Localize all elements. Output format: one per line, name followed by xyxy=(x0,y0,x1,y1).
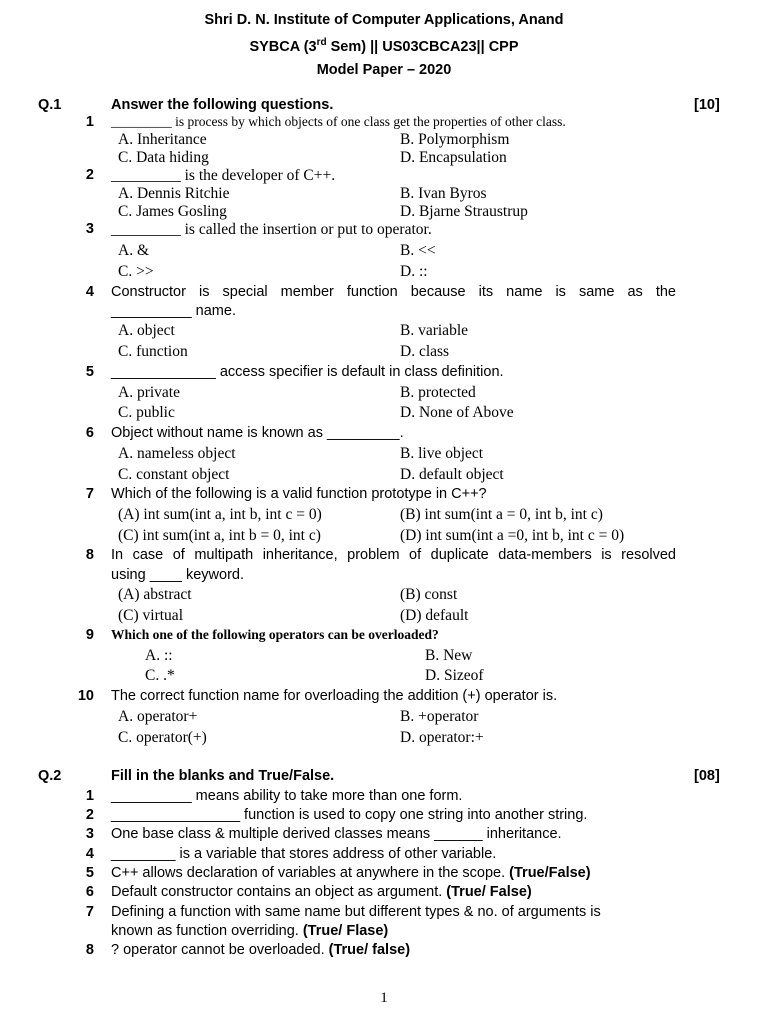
true-false-tag: (True/False) xyxy=(509,865,591,881)
option-b: B. live object xyxy=(400,445,484,462)
question-text: ________________ function is used to copy one string into another string. xyxy=(111,807,588,823)
option-c: C. constant object xyxy=(118,466,230,483)
question-text: _____________ access specifier is default in class definition. xyxy=(111,364,504,380)
option-a: A. & xyxy=(118,242,149,259)
option-a: A. private xyxy=(118,384,180,401)
question-number: 5 xyxy=(85,865,94,881)
course-line xyxy=(0,37,768,55)
question-text-line1: Defining a function with same name but different types & no. of arguments is xyxy=(111,904,601,920)
question-text: __________ means ability to take more than one form. xyxy=(111,788,463,804)
option-b: B. Polymorphism xyxy=(400,131,510,148)
option-c: C. function xyxy=(118,343,188,360)
page-number: 1 xyxy=(380,990,388,1006)
option-c: C. .* xyxy=(145,667,175,684)
option-c: C. James Gosling xyxy=(118,203,227,220)
course-suffix: Sem) || US03CBCA23|| CPP xyxy=(326,38,519,55)
question-number: 3 xyxy=(85,826,94,842)
q1-title: Answer the following questions. xyxy=(111,97,334,113)
option-a: (A) int sum(int a, int b, int c = 0) xyxy=(118,506,322,523)
question-text-line1: Constructor is special member function because its name is same as the xyxy=(111,284,676,300)
question-text-line2 xyxy=(111,923,388,939)
q2-marks: [08] xyxy=(694,768,720,784)
option-b: B. << xyxy=(400,242,436,259)
option-d: D. Bjarne Straustrup xyxy=(400,203,528,220)
option-b: B. +operator xyxy=(400,708,479,725)
option-c: C. operator(+) xyxy=(118,729,207,746)
true-false-tag: (True/ false) xyxy=(328,942,411,958)
statement: ? operator cannot be overloaded. xyxy=(111,942,329,958)
option-b: B. variable xyxy=(400,322,469,339)
true-false-tag: (True/ Flase) xyxy=(302,923,389,939)
question-text xyxy=(111,942,410,958)
option-b: B. New xyxy=(425,647,473,664)
question-number: 2 xyxy=(85,167,94,183)
option-a: A. operator+ xyxy=(118,708,198,725)
option-b: B. protected xyxy=(400,384,476,401)
question-number: 1 xyxy=(85,114,94,130)
option-d: D. :: xyxy=(400,263,428,280)
paper-title: Model Paper – 2020 xyxy=(316,62,452,78)
option-d: D. default object xyxy=(400,466,504,483)
question-number: 8 xyxy=(85,547,94,563)
question-text: _________ is the developer of C++. xyxy=(111,167,336,184)
institute-title: Shri D. N. Institute of Computer Applications, Anand xyxy=(204,12,564,28)
option-a: A. Dennis Ritchie xyxy=(118,185,230,202)
question-number: 7 xyxy=(85,486,94,502)
question-text-line2: using ____ keyword. xyxy=(111,567,244,583)
question-number: 6 xyxy=(85,884,94,900)
question-number: 3 xyxy=(85,221,94,237)
q2-label: Q.2 xyxy=(38,768,62,784)
option-b: B. Ivan Byros xyxy=(400,185,487,202)
option-b: (B) const xyxy=(400,586,458,603)
option-d: D. Encapsulation xyxy=(400,149,507,166)
question-text: Object without name is known as _________. xyxy=(111,425,404,441)
option-c: C. >> xyxy=(118,263,154,280)
question-number: 4 xyxy=(85,284,94,300)
option-d: D. operator:+ xyxy=(400,729,484,746)
statement: known as function overriding. xyxy=(111,923,303,939)
question-number: 4 xyxy=(85,846,94,862)
option-a: A. nameless object xyxy=(118,445,236,462)
option-d: (D) default xyxy=(400,607,469,624)
question-text: _________ is process by which objects of one class get the properties of other class. xyxy=(111,114,566,129)
option-a: A. object xyxy=(118,322,175,339)
question-text: Which one of the following operators can be overloaded? xyxy=(111,627,439,642)
option-b: (B) int sum(int a = 0, int b, int c) xyxy=(400,506,603,523)
option-d: D. None of Above xyxy=(400,404,514,421)
option-c: (C) virtual xyxy=(118,607,183,624)
option-c: (C) int sum(int a, int b = 0, int c) xyxy=(118,527,321,544)
question-text: The correct function name for overloading the addition (+) operator is. xyxy=(111,688,558,704)
option-a: A. :: xyxy=(145,647,173,664)
q1-marks: [10] xyxy=(694,97,720,113)
question-number: 5 xyxy=(85,364,94,380)
question-number: 2 xyxy=(85,807,94,823)
question-text-line1: In case of multipath inheritance, problem of duplicate data-members is resolved xyxy=(111,547,676,563)
q2-title: Fill in the blanks and True/False. xyxy=(111,768,335,784)
option-c: C. public xyxy=(118,404,175,421)
question-number: 8 xyxy=(85,942,94,958)
statement: C++ allows declaration of variables at anywhere in the scope. xyxy=(111,865,510,881)
question-text xyxy=(111,865,591,881)
option-a: A. Inheritance xyxy=(118,131,207,148)
option-d: D. Sizeof xyxy=(425,667,484,684)
option-d: (D) int sum(int a =0, int b, int c = 0) xyxy=(400,527,625,544)
question-text xyxy=(111,884,532,900)
option-d: D. class xyxy=(400,343,450,360)
question-number: 6 xyxy=(85,425,94,441)
question-number: 7 xyxy=(85,904,94,920)
course-prefix: SYBCA (3 xyxy=(249,38,317,55)
question-text: One base class & multiple derived classes means ______ inheritance. xyxy=(111,826,562,842)
question-text-line2: __________ name. xyxy=(111,303,236,319)
question-number: 9 xyxy=(85,627,94,643)
question-text: _________ is called the insertion or put to operator. xyxy=(111,221,432,238)
question-number: 1 xyxy=(85,788,94,804)
question-text: ________ is a variable that stores address of other variable. xyxy=(111,846,497,862)
option-a: (A) abstract xyxy=(118,586,192,603)
course-superscript: rd xyxy=(316,37,327,48)
question-number: 10 xyxy=(77,688,94,704)
question-text: Which of the following is a valid function prototype in C++? xyxy=(111,486,487,502)
true-false-tag: (True/ False) xyxy=(446,884,532,900)
option-c: C. Data hiding xyxy=(118,149,209,166)
statement: Default constructor contains an object as argument. xyxy=(111,884,447,900)
q1-label: Q.1 xyxy=(38,97,62,113)
